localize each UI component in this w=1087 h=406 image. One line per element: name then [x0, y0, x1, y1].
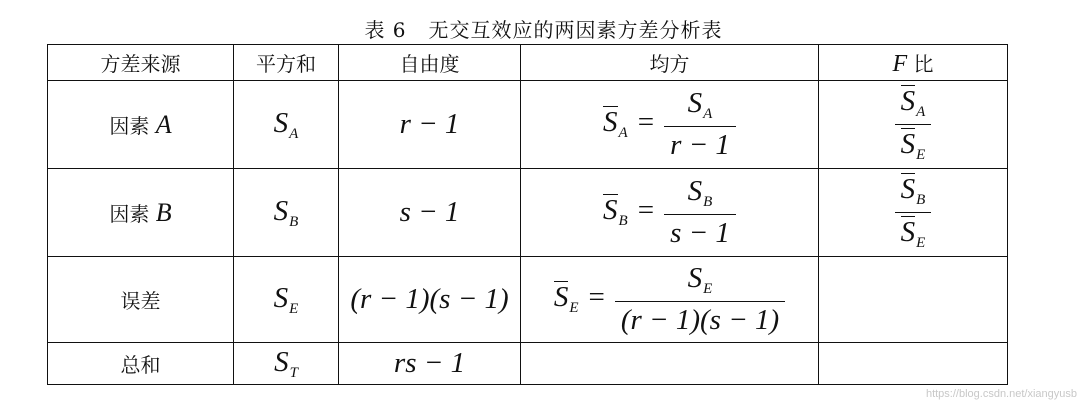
f-numerator-subscript: A: [916, 104, 926, 121]
watermark: https://blog.csdn.net/xiangyusb: [925, 388, 1077, 400]
ms-numerator-symbol: S: [687, 87, 703, 120]
f-ratio-cell: [819, 257, 1008, 343]
source-cell: [48, 343, 234, 385]
df-value: rs − 1: [393, 347, 466, 379]
equals-sign: =: [637, 194, 655, 227]
ss-symbol: S: [273, 281, 289, 314]
source-label: 总和: [120, 353, 161, 377]
sum-of-squares-cell: [234, 169, 339, 257]
header-sum-of-squares: 平方和: [234, 45, 339, 81]
f-denominator-subscript: E: [916, 147, 926, 163]
f-numerator-symbol: S: [900, 85, 916, 118]
table-row: [48, 343, 1008, 385]
ms-numerator-symbol: S: [687, 175, 703, 208]
f-fraction: [895, 173, 932, 252]
ms-numerator-subscript: E: [703, 281, 713, 298]
f-symbol: F: [892, 50, 908, 77]
ss-subscript: B: [289, 213, 299, 230]
ms-lhs-symbol: S: [603, 194, 618, 227]
mean-square-cell: [521, 169, 819, 257]
ms-numerator-subscript: A: [703, 106, 713, 123]
source-variable: B: [155, 197, 172, 227]
header-degrees-of-freedom: 自由度: [339, 45, 521, 81]
df-cell: [339, 257, 521, 343]
f-numerator-subscript: B: [916, 192, 926, 209]
ss-subscript: T: [289, 364, 298, 381]
ms-denominator: (r − 1)(s − 1): [615, 301, 785, 335]
table-row: [48, 169, 1008, 257]
ms-lhs-subscript: A: [618, 125, 628, 142]
f-ratio-cell: [819, 343, 1008, 385]
f-denominator-symbol: S: [900, 216, 916, 248]
source-label: 因素: [109, 201, 156, 226]
df-value: r − 1: [399, 108, 460, 140]
ss-symbol: S: [273, 194, 289, 227]
mean-square-cell: [521, 81, 819, 169]
source-label: 因素: [109, 113, 156, 138]
source-cell: [48, 257, 234, 343]
df-value: (r − 1)(s − 1): [350, 283, 509, 315]
df-cell: [339, 343, 521, 385]
ms-denominator: r − 1: [664, 126, 736, 160]
ms-denominator: s − 1: [664, 214, 736, 248]
table-row: [48, 81, 1008, 169]
ms-fraction: [664, 176, 736, 248]
df-cell: [339, 169, 521, 257]
header-source: 方差来源: [48, 45, 234, 81]
f-ratio-cell: [819, 81, 1008, 169]
f-fraction: [895, 85, 932, 164]
equals-sign: =: [588, 281, 605, 314]
ss-subscript: A: [289, 125, 299, 142]
header-mean-square: 均方: [521, 45, 819, 81]
ms-lhs-symbol: S: [553, 281, 569, 314]
ms-numerator-symbol: S: [687, 262, 703, 295]
ss-subscript: E: [289, 300, 299, 317]
mean-square-cell: [521, 257, 819, 343]
ms-lhs-symbol: S: [603, 106, 618, 139]
table-caption: [0, 14, 1087, 43]
f-denominator-symbol: S: [900, 128, 916, 160]
f-ratio-cell: [819, 169, 1008, 257]
anova-table: [47, 44, 1008, 385]
ms-numerator-subscript: B: [703, 194, 713, 211]
source-variable: A: [155, 109, 172, 139]
source-label: 误差: [120, 289, 161, 313]
sum-of-squares-cell: [234, 257, 339, 343]
f-numerator-symbol: S: [900, 173, 916, 206]
source-cell: [48, 169, 234, 257]
ms-fraction: [664, 88, 736, 160]
source-cell: [48, 81, 234, 169]
equals-sign: =: [637, 106, 655, 139]
table-title: 无交互效应的两因素方差分析表: [428, 18, 723, 42]
ss-symbol: S: [274, 345, 289, 378]
df-value: s − 1: [399, 196, 460, 228]
f-ratio-label: 比: [913, 51, 934, 76]
ms-lhs-subscript: E: [569, 300, 579, 317]
sum-of-squares-cell: [234, 343, 339, 385]
f-denominator-subscript: E: [916, 235, 926, 251]
ss-symbol: S: [273, 106, 289, 139]
ms-lhs-subscript: B: [618, 213, 628, 230]
df-cell: [339, 81, 521, 169]
sum-of-squares-cell: [234, 81, 339, 169]
ms-fraction: [615, 263, 785, 335]
header-row: [48, 45, 1008, 81]
header-f-ratio: [819, 45, 1008, 81]
mean-square-cell: [521, 343, 819, 385]
table-row: [48, 257, 1008, 343]
table-number: 表 6: [364, 18, 407, 42]
